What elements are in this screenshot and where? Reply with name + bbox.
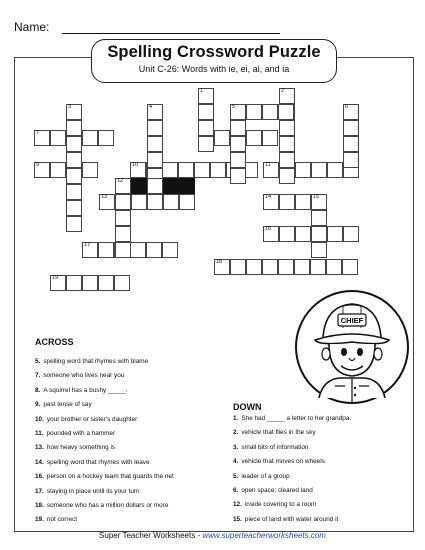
grid-cell[interactable] xyxy=(263,162,279,178)
grid-cell[interactable] xyxy=(147,136,163,152)
grid-cell[interactable] xyxy=(147,104,163,120)
grid-cell[interactable] xyxy=(326,259,342,275)
grid-cell[interactable] xyxy=(66,120,82,136)
grid-cell[interactable] xyxy=(230,168,246,184)
clue-number: 7. xyxy=(35,372,41,380)
down-heading: DOWN xyxy=(233,402,262,412)
grid-cell[interactable] xyxy=(230,136,246,152)
grid-cell[interactable] xyxy=(115,210,131,226)
grid-cell[interactable] xyxy=(162,162,178,178)
grid-cell[interactable] xyxy=(295,226,311,242)
grid-cell[interactable] xyxy=(210,162,226,178)
grid-cell[interactable] xyxy=(263,226,279,242)
clue-number: 3. xyxy=(233,443,239,451)
grid-cell[interactable] xyxy=(327,226,343,242)
across-clue-item xyxy=(35,401,92,408)
grid-cell[interactable] xyxy=(115,242,131,258)
grid-cell[interactable] xyxy=(115,226,131,242)
clue-text: person on a hockey team that guards the net xyxy=(46,473,174,481)
grid-cell[interactable] xyxy=(230,259,246,275)
grid-cell[interactable] xyxy=(214,259,230,275)
clue-text: someone who has a million dollars or more xyxy=(46,502,169,509)
clue-text: piece of land with water around it xyxy=(244,515,339,523)
clue-text: pounded with a hammer xyxy=(46,430,116,437)
grid-cell[interactable] xyxy=(178,162,194,178)
across-clue-item xyxy=(35,444,115,451)
clue-text: open space; cleared land xyxy=(241,487,313,494)
grid-cell[interactable] xyxy=(279,120,295,136)
grid-cell[interactable] xyxy=(162,242,178,258)
grid-clue-number: 6 xyxy=(345,104,349,110)
clue-number: 11. xyxy=(35,430,44,437)
grid-cell-black xyxy=(131,178,147,194)
grid-clue-number: 14 xyxy=(265,194,272,200)
grid-cell[interactable] xyxy=(310,259,326,275)
grid-cell[interactable] xyxy=(82,130,98,146)
grid-cell[interactable] xyxy=(246,104,262,120)
grid-cell[interactable] xyxy=(343,120,359,136)
clue-text: someone who lives near you xyxy=(43,372,125,380)
clue-number: 2. xyxy=(233,429,239,437)
grid-cell[interactable] xyxy=(198,104,214,120)
clue-text: A squirrel has a bushy _____. xyxy=(43,386,128,394)
grid-clue-number: 17 xyxy=(84,242,91,248)
grid-cell[interactable] xyxy=(130,242,146,258)
grid-cell[interactable] xyxy=(66,152,82,168)
grid-clue-number: 10 xyxy=(132,162,139,168)
grid-cell[interactable] xyxy=(262,104,278,120)
grid-cell[interactable] xyxy=(147,178,163,194)
clue-number: 1. xyxy=(233,415,239,422)
grid-cell[interactable] xyxy=(246,259,262,275)
grid-cell[interactable] xyxy=(50,275,66,291)
grid-cell[interactable] xyxy=(343,104,359,120)
across-clue-item xyxy=(35,459,150,466)
grid-clue-number: 5 xyxy=(232,104,236,110)
grid-clue-number: 13 xyxy=(101,194,108,200)
grid-clue-number: 7 xyxy=(36,130,40,136)
clue-text: vehicle that moves on wheels xyxy=(241,458,325,466)
grid-cell[interactable] xyxy=(130,162,146,178)
grid-cell[interactable] xyxy=(66,136,82,152)
grid-cell[interactable] xyxy=(263,194,279,210)
clue-number: 16. xyxy=(35,473,44,481)
clue-text: She had _____ a letter to her grandpa. xyxy=(241,415,352,422)
down-clue-item xyxy=(233,415,351,422)
clue-text: past tense of say xyxy=(43,401,92,409)
grid-cell[interactable] xyxy=(279,136,295,152)
footer-text: Super Teacher Worksheets - xyxy=(99,531,203,540)
grid-cell[interactable] xyxy=(294,259,310,275)
grid-cell[interactable] xyxy=(311,210,327,226)
grid-clue-number: 3 xyxy=(68,104,72,110)
grid-cell[interactable] xyxy=(99,194,115,210)
grid-cell[interactable] xyxy=(295,162,311,178)
grid-cell[interactable] xyxy=(230,120,246,136)
clue-number: 15. xyxy=(233,515,242,523)
grid-cell[interactable] xyxy=(34,130,50,146)
grid-clue-number: 18 xyxy=(216,259,223,265)
name-label: Name: xyxy=(14,20,50,34)
grid-cell[interactable] xyxy=(230,152,246,168)
grid-clue-number: 1 xyxy=(200,88,204,94)
clue-number: 8. xyxy=(35,386,41,394)
grid-cell[interactable] xyxy=(66,168,82,184)
grid-cell[interactable] xyxy=(311,242,327,258)
clue-text: spelling word that rhymes with blame xyxy=(43,358,149,365)
across-clue-item xyxy=(35,488,140,495)
grid-cell[interactable] xyxy=(34,162,50,178)
grid-clue-number: 16 xyxy=(265,226,272,232)
down-clue-item xyxy=(233,473,290,480)
footer-link[interactable]: www.superteacherworksheets.com xyxy=(202,531,326,540)
grid-cell[interactable] xyxy=(343,136,359,152)
badge-text: CHIEF xyxy=(340,316,364,325)
grid-cell[interactable] xyxy=(327,162,343,178)
clue-number: 18. xyxy=(35,502,44,509)
grid-cell[interactable] xyxy=(262,259,278,275)
grid-cell[interactable] xyxy=(198,136,214,152)
grid-cell[interactable] xyxy=(82,162,98,178)
clue-number: 14. xyxy=(35,458,44,466)
clue-number: 10. xyxy=(35,415,44,423)
grid-cell[interactable] xyxy=(115,194,131,210)
grid-cell[interactable] xyxy=(66,200,82,216)
across-heading: ACROSS xyxy=(35,337,74,347)
grid-cell[interactable] xyxy=(82,275,98,291)
clue-number: 6. xyxy=(233,487,239,494)
across-clue-item xyxy=(35,502,168,509)
page-title: Spelling Crossword Puzzle xyxy=(107,43,321,61)
grid-cell[interactable] xyxy=(98,275,114,291)
down-clue-item xyxy=(233,429,316,436)
across-clue-item xyxy=(35,416,137,423)
grid-cell[interactable] xyxy=(66,275,82,291)
clue-text: leader of a group xyxy=(241,472,290,480)
grid-cell-black xyxy=(163,178,179,194)
clue-text: how heavy something is xyxy=(46,444,116,452)
grid-clue-number: 2 xyxy=(281,88,285,94)
clue-number: 13. xyxy=(35,444,44,452)
grid-cell[interactable] xyxy=(50,162,66,178)
clue-text: your brother or sister's daughter xyxy=(46,415,138,423)
grid-clue-number: 12 xyxy=(117,178,124,184)
grid-cell[interactable] xyxy=(66,216,82,232)
grid-cell[interactable] xyxy=(278,259,294,275)
grid-cell[interactable] xyxy=(279,226,295,242)
grid-cell[interactable] xyxy=(279,194,295,210)
across-clue-item xyxy=(35,430,115,437)
clue-text: inside covering to a room xyxy=(244,501,317,509)
grid-clue-number: 19 xyxy=(52,275,59,281)
grid-cell[interactable] xyxy=(194,162,210,178)
fire-chief-mascot-icon xyxy=(293,288,411,406)
down-clue-item xyxy=(233,516,338,523)
down-clue-item xyxy=(233,458,325,465)
grid-cell[interactable] xyxy=(279,168,295,184)
grid-cell[interactable] xyxy=(179,194,195,210)
grid-cell[interactable] xyxy=(115,178,131,194)
grid-cell[interactable] xyxy=(131,194,147,210)
clue-number: 4. xyxy=(233,458,239,466)
grid-cell[interactable] xyxy=(198,120,214,136)
page-subtitle: Unit C-26: Words with ie, ei, ai, and ia xyxy=(138,64,290,74)
grid-cell[interactable] xyxy=(279,152,295,168)
grid-cell[interactable] xyxy=(50,130,66,146)
grid-cell[interactable] xyxy=(343,226,359,242)
grid-cell[interactable] xyxy=(66,184,82,200)
grid-cell[interactable] xyxy=(147,194,163,210)
clue-text: vehicle that flies in the sky xyxy=(241,429,316,437)
grid-cell[interactable] xyxy=(343,152,359,168)
grid-cell[interactable] xyxy=(66,104,82,120)
grid-cell[interactable] xyxy=(82,242,98,258)
grid-clue-number: 11 xyxy=(265,162,271,168)
grid-clue-number: 4 xyxy=(149,104,153,110)
grid-cell[interactable] xyxy=(98,130,114,146)
grid-cell[interactable] xyxy=(262,130,278,146)
grid-cell[interactable] xyxy=(278,104,294,120)
grid-cell[interactable] xyxy=(98,242,114,258)
grid-cell[interactable] xyxy=(163,194,179,210)
grid-clue-number: 15 xyxy=(313,194,320,200)
across-clue-item xyxy=(35,473,174,480)
across-clue-item xyxy=(35,516,77,523)
grid-cell-black xyxy=(179,178,195,194)
across-clue-item xyxy=(35,387,128,394)
grid-cell[interactable] xyxy=(295,194,311,210)
clue-text: small bits of information xyxy=(241,443,309,451)
grid-cell[interactable] xyxy=(214,130,230,146)
grid-clue-number: 9 xyxy=(36,162,40,168)
clue-number: 5. xyxy=(233,472,239,480)
clue-number: 12. xyxy=(233,501,242,509)
grid-cell[interactable] xyxy=(311,194,327,210)
clue-text: staying in place until its your turn xyxy=(46,487,140,495)
grid-cell[interactable] xyxy=(311,226,327,242)
grid-cell[interactable] xyxy=(246,130,262,146)
footer xyxy=(0,531,425,540)
clue-text: spelling word that rhymes with leave xyxy=(46,458,150,466)
grid-cell[interactable] xyxy=(342,259,358,275)
clue-number: 19. xyxy=(35,516,44,524)
down-clue-item xyxy=(233,444,308,451)
down-clue-item xyxy=(233,487,313,494)
grid-cell[interactable] xyxy=(279,88,295,104)
across-clue-item xyxy=(35,358,148,365)
down-clue-item xyxy=(233,501,316,508)
grid-cell[interactable] xyxy=(230,104,246,120)
clue-number: 9. xyxy=(35,401,41,409)
grid-cell[interactable] xyxy=(146,242,162,258)
grid-cell[interactable] xyxy=(147,152,163,168)
clue-number: 5. xyxy=(35,358,41,365)
clue-text: not correct xyxy=(46,516,78,524)
grid-cell[interactable] xyxy=(198,88,214,104)
clue-number: 17. xyxy=(35,487,44,495)
grid-cell[interactable] xyxy=(311,162,327,178)
grid-cell[interactable] xyxy=(147,120,163,136)
across-clue-item xyxy=(35,372,124,379)
grid-cell[interactable] xyxy=(114,275,130,291)
